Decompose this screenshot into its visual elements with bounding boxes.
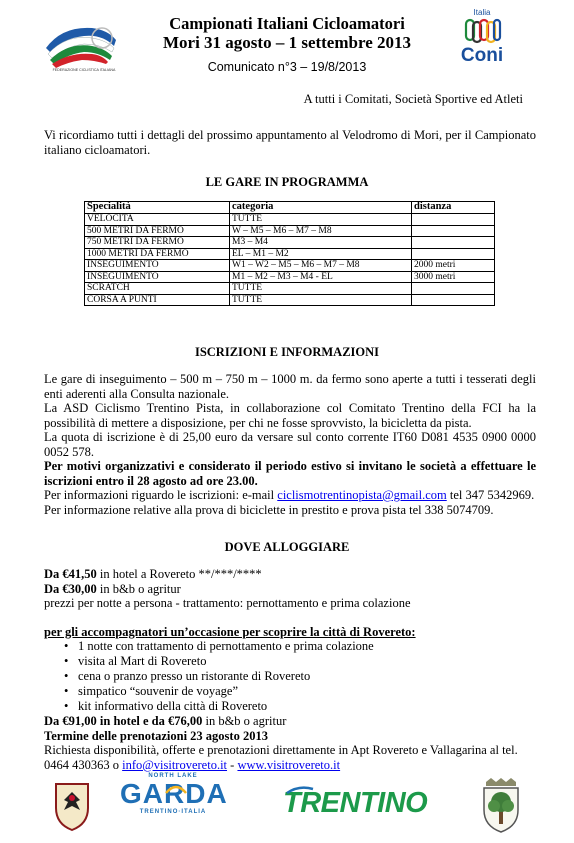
coni-word: Coni	[460, 45, 504, 66]
table-row	[85, 237, 495, 249]
list-item: • cena o pranzo presso un ristorante di Rovereto	[44, 669, 536, 684]
table-cell: W1 – W2 – M5 – M6 – M7 – M8	[230, 260, 412, 272]
bb-price-text: in b&b o agritur	[96, 581, 181, 596]
table-cell: TUTTE	[230, 214, 412, 226]
column-header-categoria: categoria	[230, 202, 412, 214]
registration-paragraph-trial: Per informazione relative alla prova di biciclette in prestito e prova pista tel 338 5074709.	[44, 502, 494, 517]
registration-paragraph-contact	[44, 488, 536, 503]
list-item: • 1 notte con trattamento di pernottamento e prima colazione	[44, 639, 536, 654]
table-row	[85, 225, 495, 237]
garda-logo-bottom-text: TRENTINO·ITALIA	[139, 809, 207, 815]
coni-italia-label: Italia	[473, 8, 491, 17]
intro-paragraph: Vi ricordiamo tutti i dettagli del prossimo appuntamento al Velodromo di Mori, per il Campionato italiano cicloamatori.	[44, 128, 536, 157]
column-header-distanza: distanza	[412, 202, 495, 214]
table-cell: 2000 metri	[412, 260, 495, 272]
registration-paragraph-fee: La quota di iscrizione è di 25,00 euro da versare sul conto corrente IT60 D081 4535 0900 0000 0052 578.	[44, 430, 536, 459]
document-title: Campionati Italiani Cicloamatori	[169, 14, 405, 33]
package-hotel-price: Da €91,00	[44, 714, 97, 728]
table-cell: CORSA A PUNTI	[85, 294, 230, 306]
races-table	[84, 201, 495, 306]
booking-email-link[interactable]: info@visitrovereto.it	[122, 757, 228, 772]
table-cell: SCRATCH	[85, 283, 230, 295]
table-row	[85, 294, 495, 306]
addressee-line: A tutti i Comitati, Società Sportive ed Atleti	[303, 92, 523, 106]
registration-heading: ISCRIZIONI E INFORMAZIONI	[194, 345, 380, 359]
list-item: • visita al Mart di Rovereto	[44, 654, 536, 669]
trentino-logo	[283, 785, 428, 825]
hotel-price-text: in hotel a Rovereto **/***/****	[96, 567, 262, 581]
bb-price: Da €30,00	[44, 581, 97, 596]
table-cell: 500 METRI DA FERMO	[85, 225, 230, 237]
comunicato-number: Comunicato n°3 – 19/8/2013	[207, 60, 367, 74]
hotel-price: Da €41,50	[44, 567, 97, 581]
table-cell	[412, 294, 495, 306]
table-cell: M1 – M2 – M3 – M4 - EL	[230, 271, 412, 283]
booking-website-link[interactable]: www.visitrovereto.it	[237, 757, 341, 772]
coni-logo	[452, 8, 512, 78]
table-row	[85, 214, 495, 226]
table-cell	[412, 237, 495, 249]
races-table-header-row	[85, 202, 495, 214]
table-cell: 1000 METRI DA FERMO	[85, 248, 230, 260]
table-cell: 3000 metri	[412, 271, 495, 283]
table-cell: VELOCITA	[85, 214, 230, 226]
package-end-text: in b&b o agritur	[202, 714, 287, 728]
table-cell: 750 METRI DA FERMO	[85, 237, 230, 249]
table-cell: TUTTE	[230, 294, 412, 306]
table-cell	[412, 214, 495, 226]
table-cell: W – M5 – M6 – M7 – M8	[230, 225, 412, 237]
package-mid-text: in hotel e	[96, 714, 152, 728]
coni-rings-icon	[462, 18, 502, 46]
companions-heading: per gli accompagnatori un’occasione per scoprire la città di Rovereto:	[44, 624, 416, 639]
table-cell: TUTTE	[230, 283, 412, 295]
booking-contact	[44, 743, 536, 772]
table-cell: M3 – M4	[230, 237, 412, 249]
lodging-heading: DOVE ALLOGGIARE	[224, 540, 350, 554]
registration-paragraph-bike-loan: La ASD Ciclismo Trentino Pista, in collaborazione col Comitato Trentino della FCI ha la possibilità di mettere a disposizione, per chi ne fosse sprovvisto, la bicicletta da pista.	[44, 401, 536, 430]
table-cell: INSEGUIMENTO	[85, 260, 230, 272]
registration-section	[44, 372, 536, 517]
garda-sun-icon	[164, 783, 188, 795]
table-row	[85, 283, 495, 295]
provincial-shield-logo	[50, 780, 94, 832]
package-bb-price: da €76,00	[151, 714, 203, 728]
trentino-logo-word: TRENTINO	[283, 787, 428, 819]
registration-email-link[interactable]: ciclismotrentinopista@gmail.com	[277, 488, 447, 502]
table-cell: INSEGUIMENTO	[85, 271, 230, 283]
offer-list	[44, 639, 536, 714]
table-cell	[412, 248, 495, 260]
races-heading: LE GARE IN PROGRAMMA	[205, 175, 369, 189]
garda-logo	[120, 773, 226, 833]
package-price-line	[44, 714, 536, 729]
per-night-note: prezzi per notte a persona - trattamento: pernottamento e prima colazione	[44, 596, 411, 610]
booking-contact-text: Richiesta disponibilità, offerte e prenotazioni direttamente in Apt Rovereto e Vallagarina al tel. 0464 430363 o	[44, 743, 518, 772]
bb-price-line	[44, 582, 536, 597]
table-cell	[412, 283, 495, 295]
registration-paragraph-deadline: Per motivi organizzativi e considerato il periodo estivo si invitano le società a effettuare le iscrizioni entro il 28 agosto ad ore 23.00.	[44, 459, 536, 488]
contact-phone: tel 347 5342969.	[446, 488, 535, 502]
garda-logo-top-text: NORTH LAKE	[148, 773, 198, 779]
list-item: • kit informativo della città di Rovereto	[44, 699, 536, 714]
lodging-section	[44, 567, 536, 772]
document-subtitle: Mori 31 agosto – 1 settembre 2013	[162, 33, 412, 52]
trentino-accent-icon	[285, 785, 315, 795]
booking-deadline: Termine delle prenotazioni 23 agosto 2013	[44, 728, 268, 743]
column-header-specialita: Specialità	[85, 202, 230, 214]
hotel-price-line	[44, 567, 536, 582]
table-cell: EL – M1 – M2	[230, 248, 412, 260]
registration-paragraph-eligibility: Le gare di inseguimento – 500 m – 750 m – 1000 m. da fermo sono aperte a tutti i tesserati degli enti aderenti alla Consulta nazionale.	[44, 372, 536, 401]
table-row	[85, 260, 495, 272]
booking-contact-separator: -	[227, 757, 238, 772]
table-cell	[412, 225, 495, 237]
table-row	[85, 271, 495, 283]
list-item: • simpatico “souvenir de voyage”	[44, 684, 536, 699]
table-row	[85, 248, 495, 260]
federation-logo-caption: FEDERAZIONE CICLISTICA ITALIANA	[52, 68, 116, 72]
garda-logo-word: GARDA	[120, 778, 228, 809]
rovereto-crest-logo	[478, 776, 524, 834]
contact-prefix: Per informazioni riguardo le iscrizioni: e-mail	[44, 488, 278, 502]
